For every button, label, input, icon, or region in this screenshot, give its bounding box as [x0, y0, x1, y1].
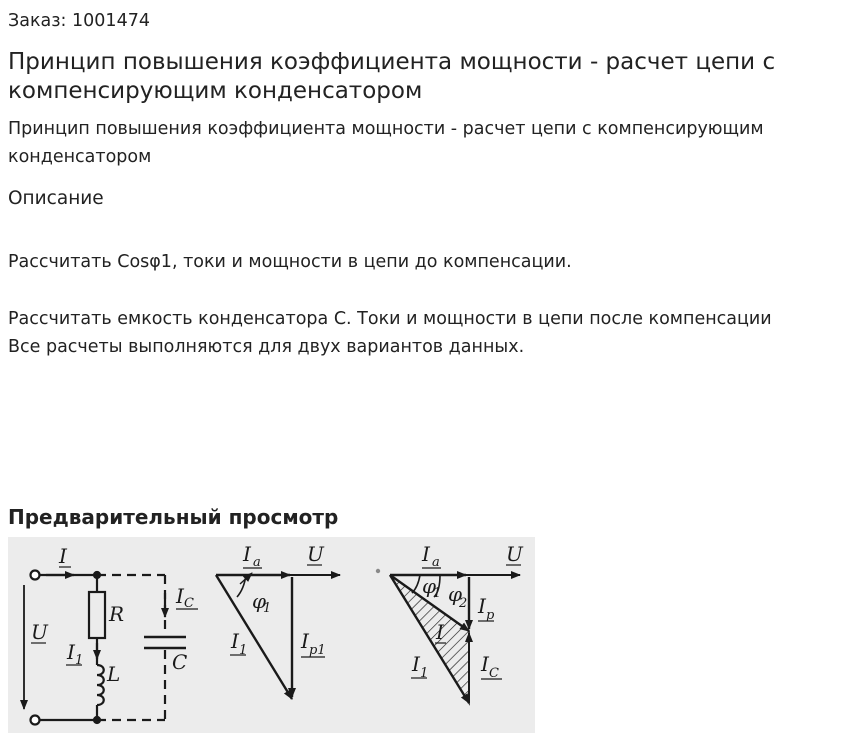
description-line-2: Рассчитать емкость конденсатора С. Токи и мощности в цепи после компенсации: [8, 309, 772, 329]
label-U-1: U: [307, 542, 324, 566]
label-Ip-sub: p: [486, 608, 495, 623]
order-label: Заказ:: [8, 11, 67, 31]
label-U-2: U: [506, 542, 523, 566]
description-line-3: Все расчеты выполняются для двух вариантов данных.: [8, 337, 525, 357]
label-phi2-sub: 2: [459, 596, 468, 611]
order-line: [8, 9, 150, 33]
label-phi1-2-sub: 1: [433, 586, 442, 601]
label-I1-2-sub: 1: [420, 666, 429, 681]
label-Ip1-sub: p1: [309, 643, 326, 658]
label-R: R: [109, 602, 125, 626]
description-paragraph-1: Рассчитать Cosφ1, токи и мощности в цепи до компенсации.: [8, 252, 572, 272]
label-U-circuit: U: [31, 620, 48, 644]
label-Ia-2-sub: a: [432, 555, 440, 570]
inductor-symbol: [97, 665, 104, 705]
label-IC-sub: C: [184, 596, 194, 611]
description-paragraph-2: [8, 305, 843, 361]
terminal-top: [31, 571, 40, 580]
page-subtitle: Принцип повышения коэффициента мощности - расчет цепи с компенсирующим конденсатором: [8, 119, 764, 167]
label-I-prime: I: [436, 620, 444, 644]
label-I1-1: I: [231, 629, 239, 653]
label-I1-2: I: [412, 652, 420, 676]
label-phi1-1: φ: [252, 589, 267, 613]
label-I: I: [59, 544, 67, 568]
page-title: Принцип повышения коэффициента мощности - расчет цепи с компенсирующим конденсатором: [8, 49, 776, 104]
label-Ip: I: [478, 594, 486, 618]
label-Ip1: I: [301, 629, 309, 653]
label-L: L: [107, 662, 121, 686]
preview-heading: Предварительный просмотр: [8, 505, 339, 529]
label-I1-sub: 1: [75, 653, 84, 668]
stray-dot: [376, 569, 380, 573]
preview-image: [8, 537, 535, 733]
terminal-bottom: [31, 716, 40, 725]
label-phi2: φ: [448, 582, 463, 606]
label-phi1-2: φ: [422, 574, 437, 598]
label-IC-2: I: [481, 652, 489, 676]
circuit-schematic: [24, 571, 186, 725]
label-Ia-1-sub: a: [253, 555, 261, 570]
label-I1-1-sub: 1: [239, 643, 248, 658]
label-Ia-2: I: [422, 542, 430, 566]
label-I1-circuit: I: [67, 640, 75, 664]
circuit-diagram: [8, 537, 535, 733]
order-number: 1001474: [72, 11, 150, 31]
label-phi1-1-sub: 1: [263, 601, 272, 616]
label-IC-2-sub: C: [489, 666, 499, 681]
description-heading: Описание: [8, 188, 104, 209]
label-Ia-1: I: [243, 542, 251, 566]
label-C: C: [172, 650, 188, 674]
label-IC-circuit: I: [176, 584, 184, 608]
resistor-symbol: [89, 592, 105, 638]
